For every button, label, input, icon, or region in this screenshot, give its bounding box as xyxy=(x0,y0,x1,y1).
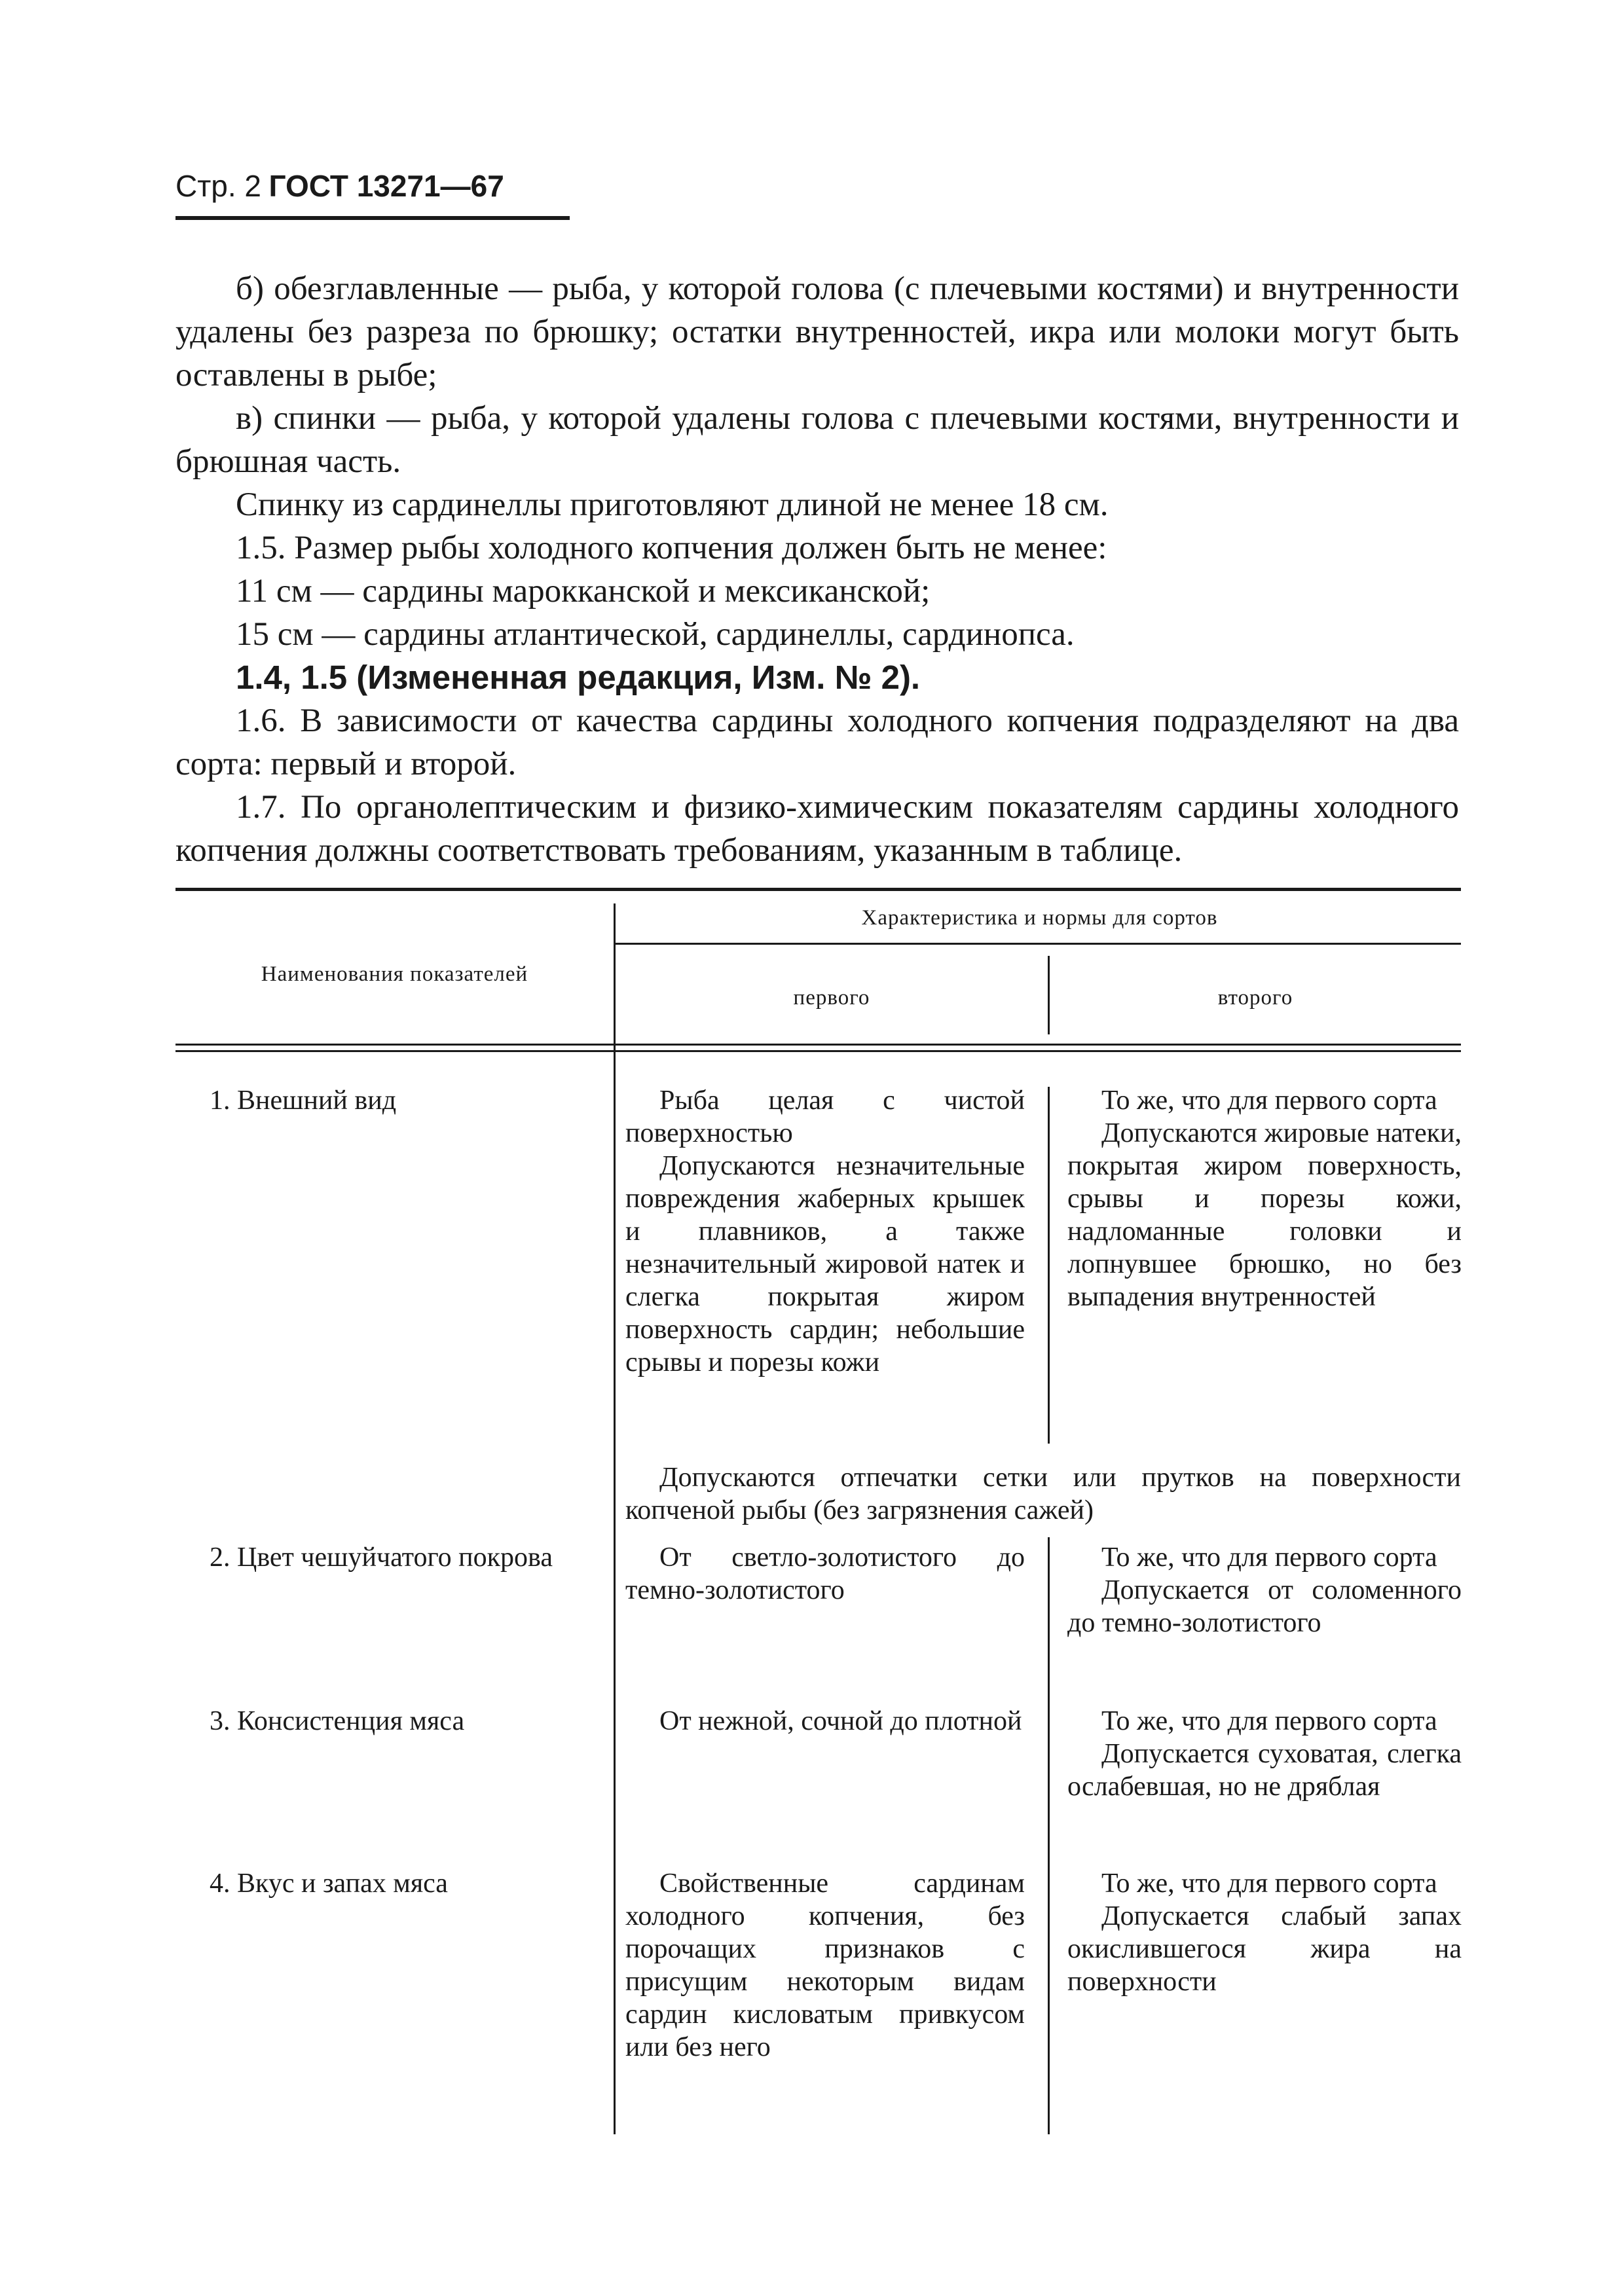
header-rule xyxy=(175,216,570,220)
paragraph-1-5: 1.5. Размер рыбы холодного копчения должен быть не менее: xyxy=(236,530,1107,566)
row-1-first-text-1: Рыба целая с чистой поверхностью xyxy=(625,1085,1025,1148)
table-vline-grades-header xyxy=(1048,956,1050,1034)
row-1-second-text-2: Допускаются жировые натеки, покрытая жиром поверхность, срывы и порезы кожи, надломанные головки и лопнувшее брюшко, но без выпадения внутренностей xyxy=(1067,1118,1462,1312)
row-2-first-text: От светло-золотистого до темно-золотистого xyxy=(625,1542,1025,1605)
paragraph-size-11: 11 см — сардины марокканской и мексиканской; xyxy=(236,573,931,610)
body-text xyxy=(175,267,1459,872)
page-number: Стр. 2 xyxy=(175,169,262,203)
row-4-name xyxy=(175,1867,576,1900)
row-2-name-text: 2. Цвет чешуйчатого покрова xyxy=(210,1542,553,1573)
page-header xyxy=(175,169,504,204)
row-3-first xyxy=(625,1705,1025,1738)
row-2-second xyxy=(1067,1541,1462,1639)
row-1-common-text: Допускаются отпечатки сетки или прутков на поверхности копченой рыбы (без загрязнения сажей) xyxy=(625,1463,1461,1525)
row-3-second-text-1: То же, что для первого сорта xyxy=(1101,1706,1437,1736)
table-header-rule-2 xyxy=(175,1050,1461,1052)
row-3-first-text: От нежной, сочной до плотной xyxy=(659,1706,1022,1736)
paragraph-spinki: Спинку из сардинеллы приготовляют длиной не менее 18 см. xyxy=(236,486,1109,523)
row-2-second-text-2: Допускается от соломенного до темно-золотистого xyxy=(1067,1575,1462,1638)
table-vline-grades-row1 xyxy=(1048,1087,1050,1444)
header-second-grade: второго xyxy=(1217,986,1293,1010)
table-header-rule-1 xyxy=(175,1044,1461,1046)
row-4-name-text: 4. Вкус и запах мяса xyxy=(210,1868,448,1899)
paragraph-b: б) обезглавленные — рыба, у которой голова (с плечевыми костями) и внутренности удалены без разреза по брюшку; остатки внутренностей, икра или молоки могут быть оставлены в рыбе; xyxy=(175,270,1459,393)
row-4-second xyxy=(1067,1867,1462,1998)
paragraph-v: в) спинки — рыба, у которой удалены голова с плечевыми костями, внутренности и брюшная часть. xyxy=(175,400,1459,480)
table-vline-grades-rows xyxy=(1048,1537,1050,2134)
header-indicator: Наименования показателей xyxy=(261,962,528,986)
row-3-name-text: 3. Консистенция мяса xyxy=(210,1706,465,1736)
row-1-first xyxy=(625,1084,1025,1379)
row-4-second-text-1: То же, что для первого сорта xyxy=(1101,1868,1437,1899)
amendment-note: 1.4, 1.5 (Измененная редакция, Изм. № 2). xyxy=(236,659,921,696)
header-first-grade: первого xyxy=(793,986,870,1010)
paragraph-1-7: 1.7. По органолептическим и физико-химическим показателям сардины холодного копчения должны соответствовать требованиям, указанным в таблице. xyxy=(175,789,1459,869)
row-3-second xyxy=(1067,1705,1462,1803)
header-grades-group: Характеристика и нормы для сортов xyxy=(861,906,1218,930)
row-1-name: 1. Внешний вид xyxy=(210,1085,397,1116)
row-2-name xyxy=(175,1541,576,1574)
row-2-first xyxy=(625,1541,1025,1607)
row-1-second xyxy=(1067,1084,1462,1313)
row-3-name xyxy=(175,1705,576,1738)
row-4-second-text-2: Допускается слабый запах окислившегося жира на поверхности xyxy=(1067,1901,1462,1997)
paragraph-size-15: 15 см — сардины атлантической, сардинеллы, сардинопса. xyxy=(236,616,1075,653)
row-3-second-text-2: Допускается суховатая, слегка ослабевшая, но не дряблая xyxy=(1067,1739,1462,1802)
row-1-second-text-1: То же, что для первого сорта xyxy=(1101,1085,1437,1116)
table-group-rule xyxy=(616,943,1461,945)
row-4-first xyxy=(625,1867,1025,2064)
table-top-rule xyxy=(175,888,1461,891)
standard-number: ГОСТ 13271—67 xyxy=(268,169,504,203)
row-4-first-text: Свойственные сардинам холодного копчения, без порочащих признаков с присущим некоторым видам сардин кисловатым привкусом или без него xyxy=(625,1868,1025,2062)
row-2-second-text-1: То же, что для первого сорта xyxy=(1101,1542,1437,1573)
row-1-common xyxy=(625,1461,1461,1527)
table-vline-indicator xyxy=(614,903,616,2134)
paragraph-1-6: 1.6. В зависимости от качества сардины холодного копчения подразделяют на два сорта: первый и второй. xyxy=(175,702,1459,782)
row-1-first-text-2: Допускаются незначительные повреждения жаберных крышек и плавников, а также незначительный жировой натек и слегка покрытая жиром поверхность сардин; небольшие срывы и порезы кожи xyxy=(625,1151,1025,1377)
